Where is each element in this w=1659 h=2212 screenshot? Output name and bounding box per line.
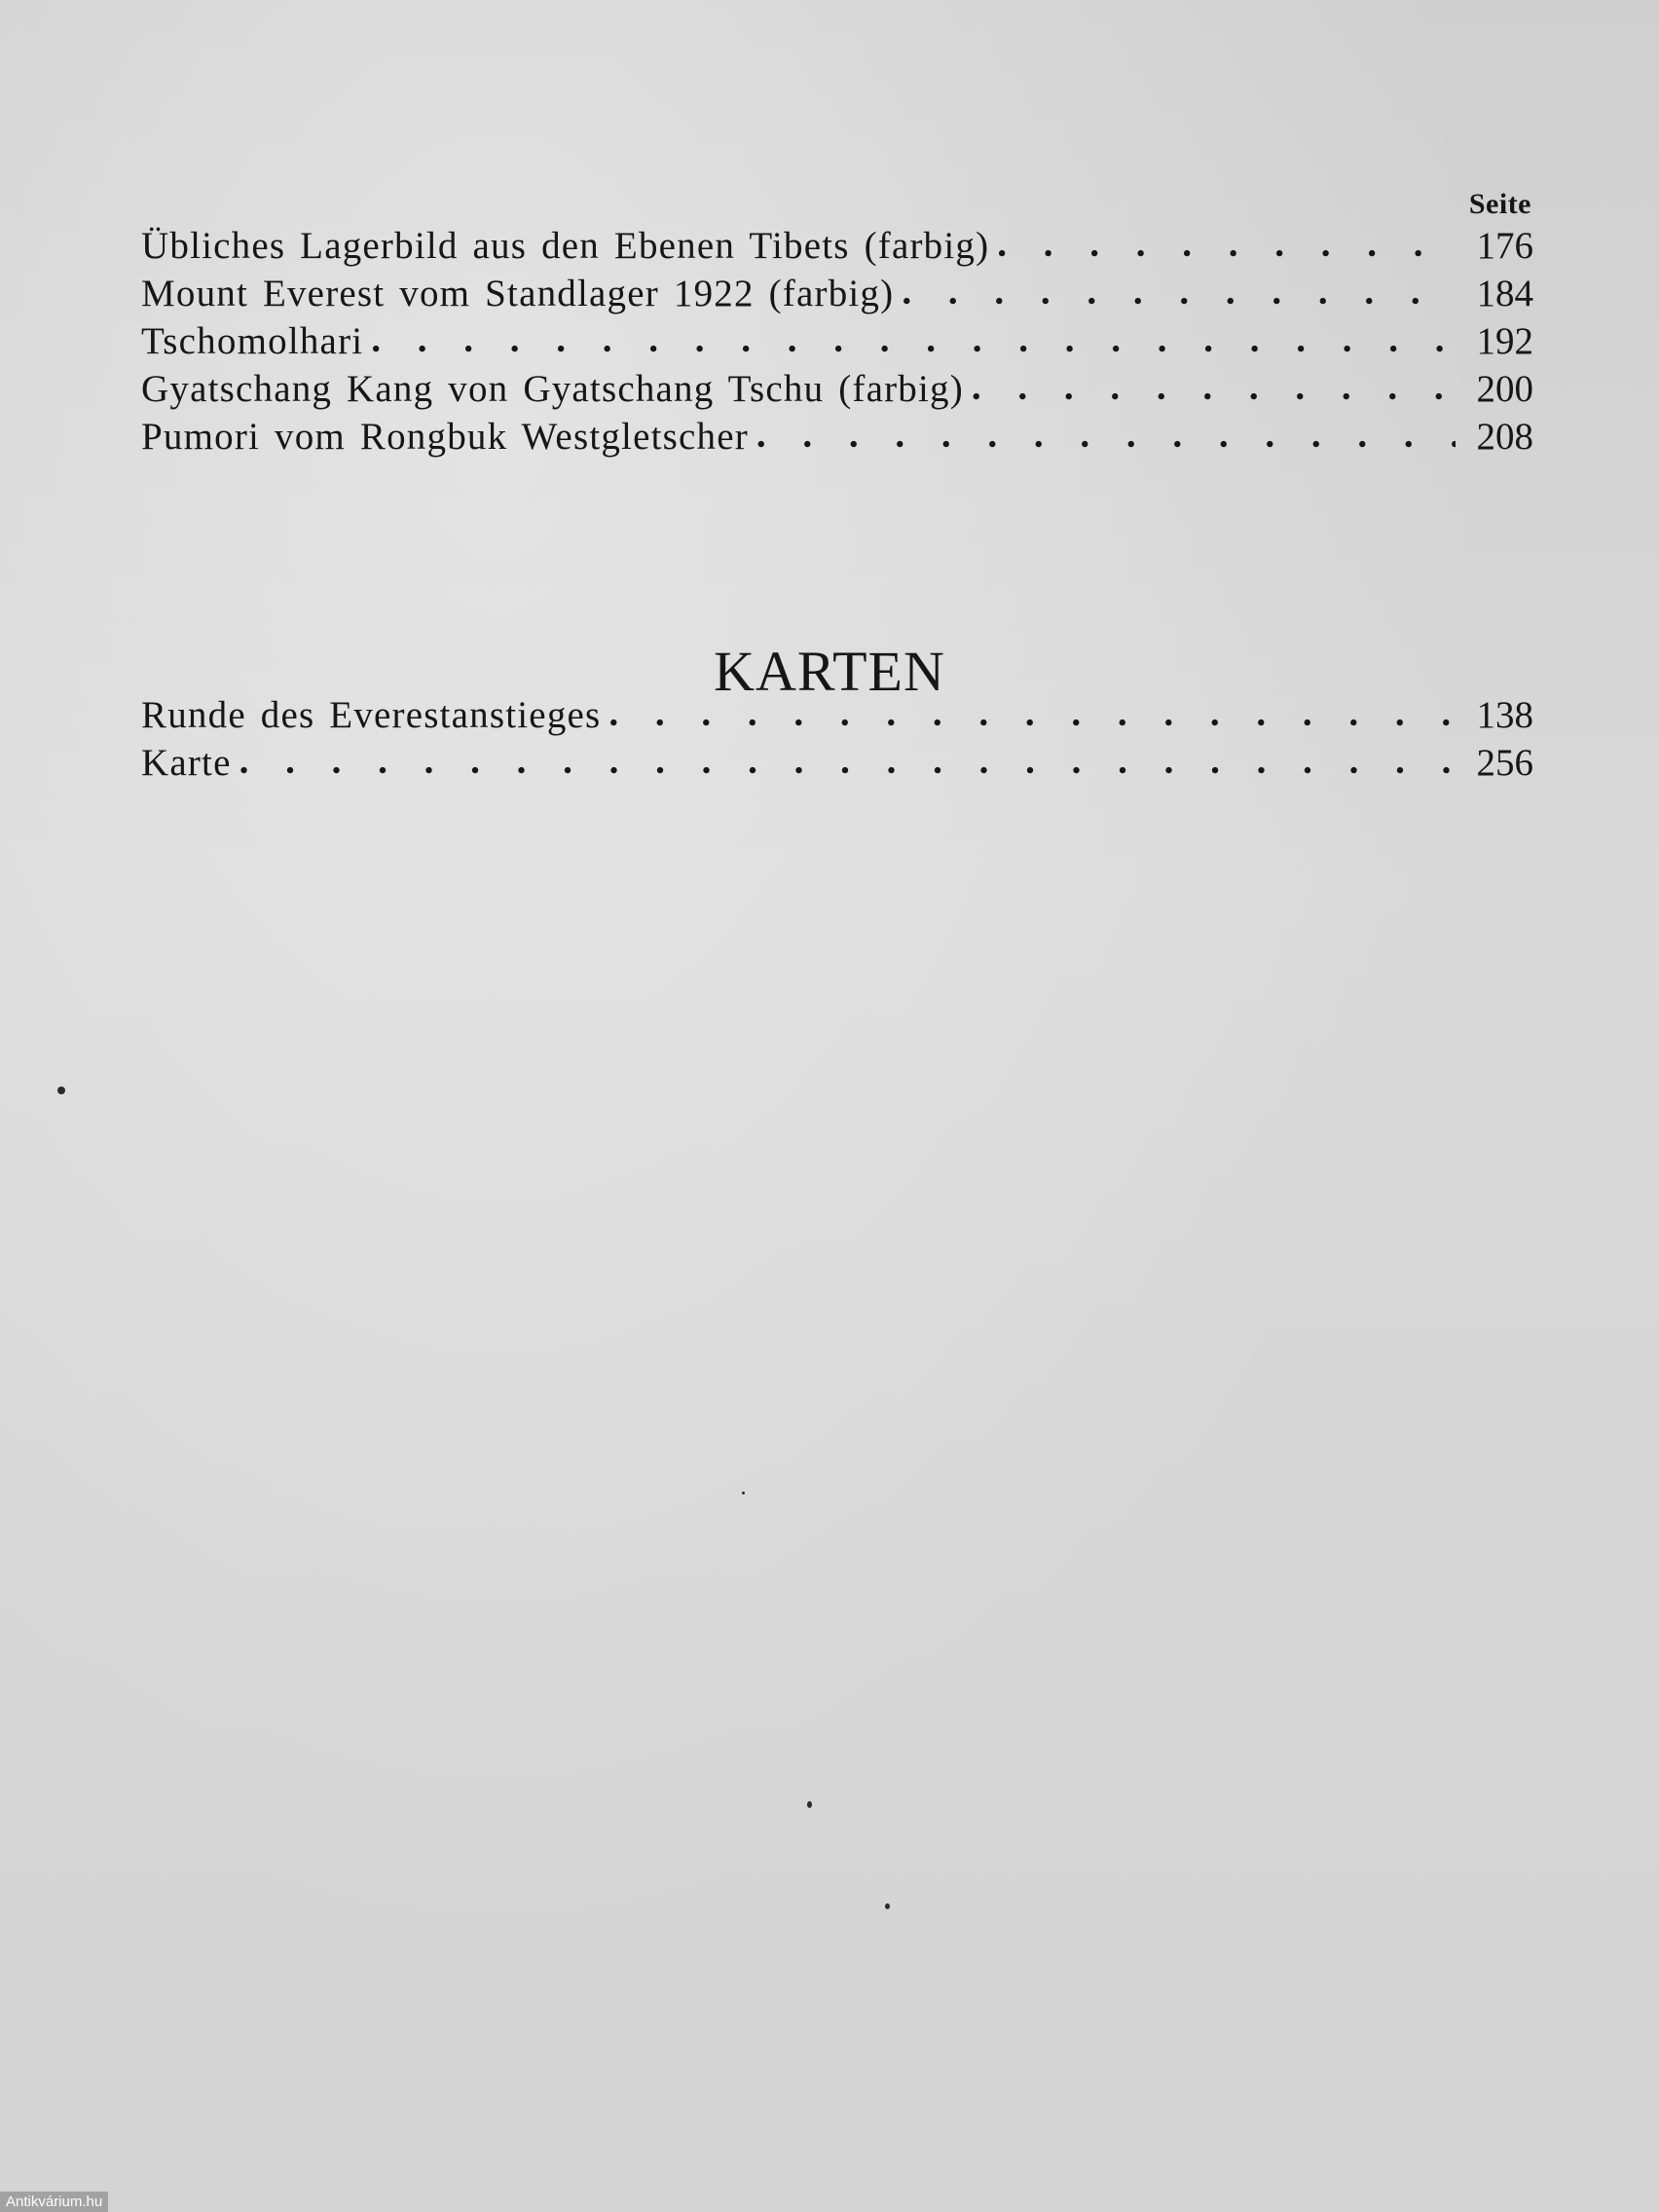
- toc-entry-page: 208: [1476, 416, 1533, 458]
- toc-entry: [141, 415, 1533, 462]
- toc-entry: [141, 224, 1533, 272]
- toc-entry: [141, 272, 1533, 319]
- paper-speck: [57, 1087, 65, 1094]
- maps-list: [141, 693, 1533, 789]
- toc-entry-title: Übliches Lagerbild aus den Ebenen Tibets (farbig): [141, 225, 990, 267]
- dot-leader: [371, 317, 1456, 361]
- toc-entry: [141, 693, 1533, 741]
- toc-entry-title: Pumori vom Rongbuk Westgletscher: [141, 416, 749, 458]
- toc-entry: [141, 367, 1533, 415]
- toc-entry-title: Mount Everest vom Standlager 1922 (farbig): [141, 273, 895, 314]
- toc-entry-title: Runde des Everestanstieges: [141, 694, 602, 736]
- dot-leader: [972, 365, 1456, 409]
- illustrations-list: [141, 224, 1533, 462]
- dot-leader: [608, 691, 1456, 735]
- toc-entry-page: 184: [1476, 273, 1533, 314]
- toc-entry-title: Gyatschang Kang von Gyatschang Tschu (farbig): [141, 368, 964, 410]
- section-heading-karten: KARTEN: [714, 640, 945, 704]
- toc-entry-page: 192: [1476, 320, 1533, 362]
- toc-entry-page: 176: [1476, 225, 1533, 267]
- paper-speck: [885, 1903, 890, 1909]
- toc-entry-page: 200: [1476, 368, 1533, 410]
- toc-entry-page: 256: [1476, 742, 1533, 784]
- toc-entry-title: Karte: [141, 742, 232, 784]
- watermark-label: Antikvárium.hu: [0, 2192, 108, 2212]
- paper-speck: [807, 1801, 812, 1808]
- dot-leader: [756, 413, 1456, 457]
- toc-entry: [141, 741, 1533, 789]
- dot-leader: [997, 222, 1456, 266]
- dot-leader: [240, 739, 1456, 783]
- paper-speck: [742, 1492, 745, 1494]
- toc-entry-title: Tschomolhari: [141, 320, 364, 362]
- dot-leader: [902, 270, 1456, 313]
- toc-entry-page: 138: [1476, 694, 1533, 736]
- page-column-header: Seite: [1468, 188, 1531, 220]
- toc-entry: [141, 319, 1533, 367]
